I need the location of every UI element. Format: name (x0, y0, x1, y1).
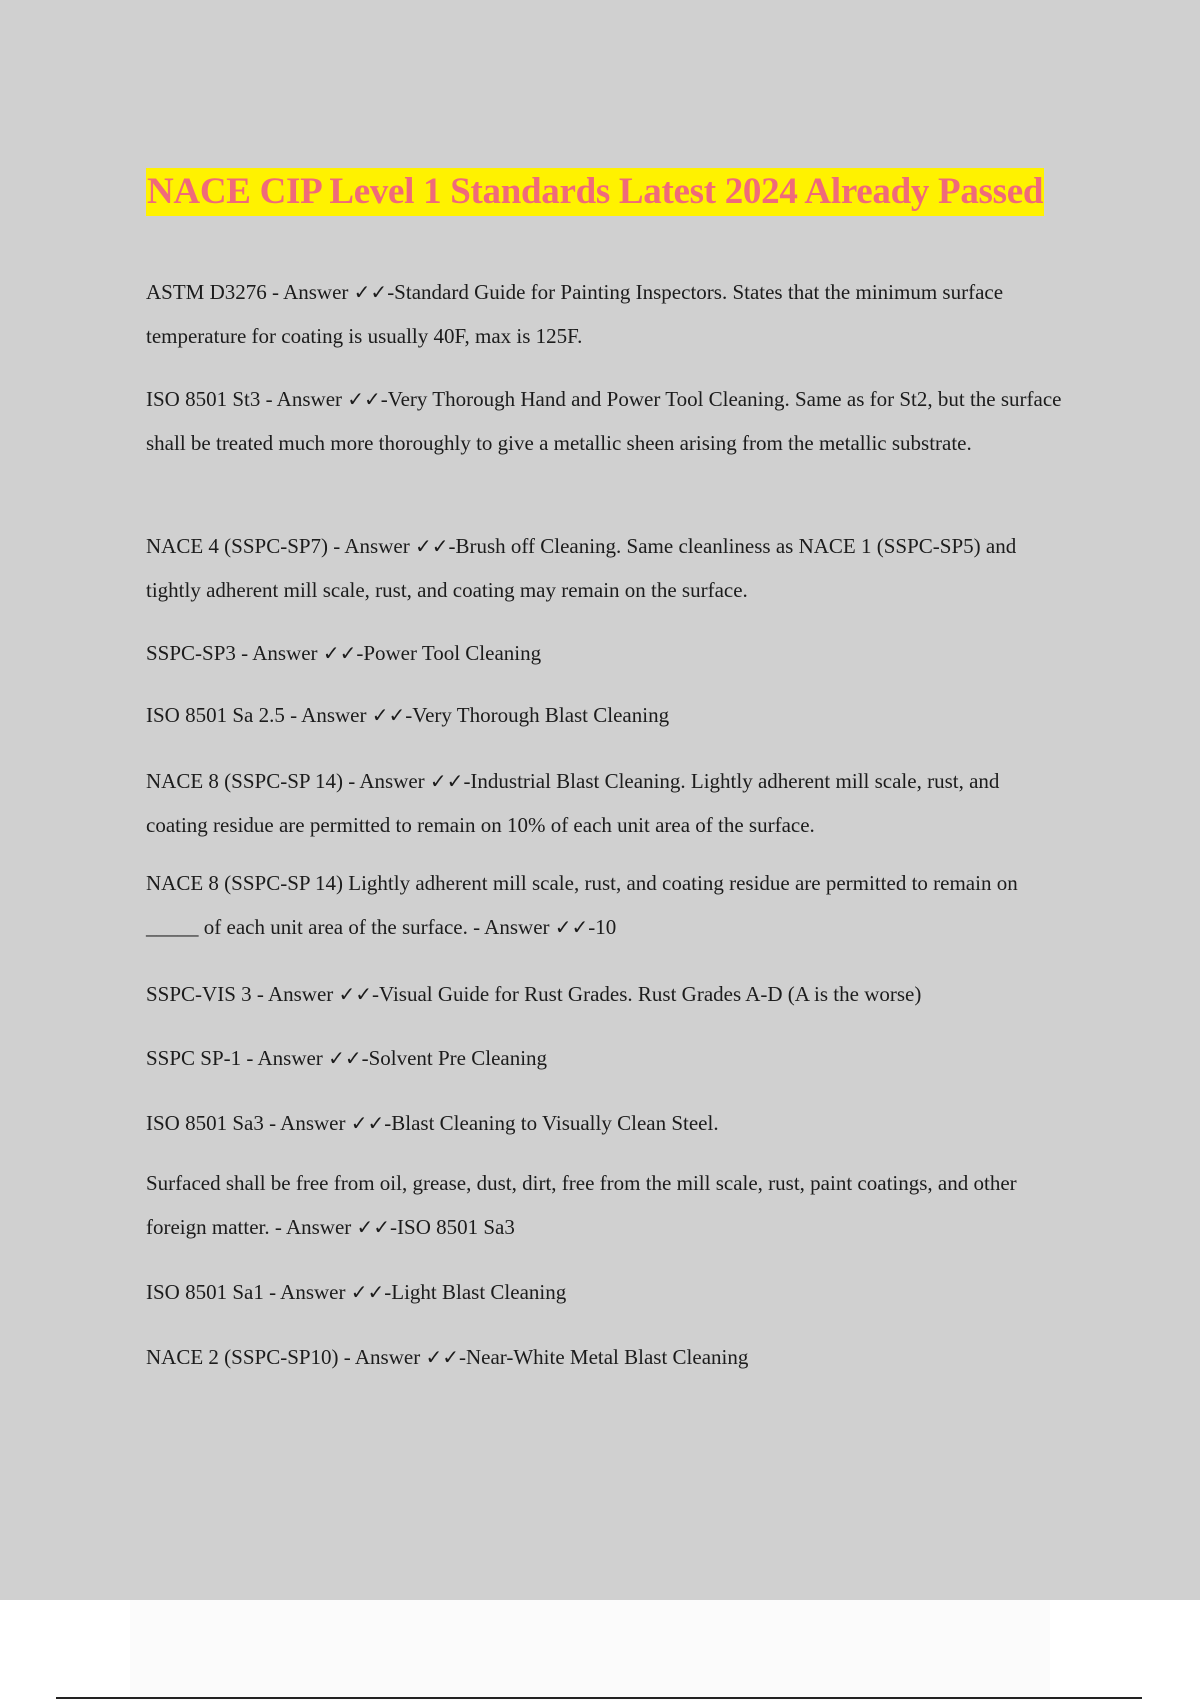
qa-term: SSPC SP-1 - Answer (146, 1046, 329, 1070)
qa-entry (146, 270, 1066, 358)
double-check-icon: ✓✓ (350, 1280, 385, 1304)
qa-entry (146, 972, 1066, 1016)
qa-answer: -Light Blast Cleaning (384, 1280, 567, 1304)
qa-term: ASTM D3276 - Answer (146, 280, 354, 304)
qa-entry (146, 693, 1066, 737)
qa-answer: -Very Thorough Hand and Power Tool Cleaning. Same as for St2, but the surface shall be treated much more thoroughly to give a metallic sheen arising from the metallic substrate. (146, 387, 1062, 455)
document-title: NACE CIP Level 1 Standards Latest 2024 Already Passed (146, 168, 1044, 216)
double-check-icon: ✓✓ (328, 1046, 362, 1070)
page-divider (56, 1697, 1142, 1699)
qa-term: SSPC-VIS 3 - Answer (146, 982, 339, 1006)
qa-term: SSPC-SP3 - Answer (146, 641, 323, 665)
qa-term: NACE 4 (SSPC-SP7) - Answer (146, 534, 415, 558)
qa-term: ISO 8501 St3 - Answer (146, 387, 348, 411)
qa-term: Surfaced shall be free from oil, grease, dust, dirt, free from the mill scale, rust, paint coatings, and other foreign matter. - Answer (146, 1171, 1017, 1239)
double-check-icon: ✓✓ (425, 1345, 459, 1369)
qa-answer: -Power Tool Cleaning (356, 641, 542, 665)
qa-answer: -Industrial Blast Cleaning. Lightly adherent mill scale, rust, and coating residue are permitted to remain on 10% of each unit area of the surface. (146, 769, 1000, 837)
double-check-icon: ✓✓ (338, 982, 373, 1006)
qa-term: ISO 8501 Sa 2.5 - Answer (146, 703, 372, 727)
qa-answer: -Very Thorough Blast Cleaning (405, 703, 670, 727)
double-check-icon: ✓✓ (371, 703, 406, 727)
qa-entry (146, 1335, 1066, 1379)
double-check-icon: ✓✓ (322, 641, 357, 665)
next-page-preview (130, 1600, 1050, 1700)
double-check-icon: ✓✓ (554, 915, 589, 939)
double-check-icon: ✓✓ (414, 534, 449, 558)
qa-entry (146, 631, 1066, 675)
qa-answer: -Blast Cleaning to Visually Clean Steel. (384, 1111, 719, 1135)
qa-entry (146, 524, 1066, 612)
qa-term: NACE 8 (SSPC-SP 14) Lightly adherent mill scale, rust, and coating residue are permitted to remain on _____ of each unit area of the surface. - Answer (146, 871, 1018, 939)
qa-entry (146, 1101, 1066, 1145)
qa-entry (146, 1036, 1066, 1080)
double-check-icon: ✓✓ (350, 1111, 385, 1135)
double-check-icon: ✓✓ (347, 387, 381, 411)
double-check-icon: ✓✓ (353, 280, 388, 304)
qa-entry (146, 377, 1066, 465)
qa-entry (146, 1161, 1066, 1249)
qa-term: NACE 8 (SSPC-SP 14) - Answer (146, 769, 430, 793)
qa-entry (146, 1270, 1066, 1314)
qa-answer: -Brush off Cleaning. Same cleanliness as NACE 1 (SSPC-SP5) and tightly adherent mill scale, rust, and coating may remain on the surface. (146, 534, 1017, 602)
qa-entry (146, 861, 1066, 949)
qa-answer: -Standard Guide for Painting Inspectors. States that the minimum surface temperature for coating is usually 40F, max is 125F. (146, 280, 1004, 348)
qa-answer: -ISO 8501 Sa3 (390, 1215, 515, 1239)
qa-term: ISO 8501 Sa1 - Answer (146, 1280, 351, 1304)
double-check-icon: ✓✓ (429, 769, 464, 793)
qa-answer: -10 (588, 915, 617, 939)
qa-answer: -Solvent Pre Cleaning (361, 1046, 548, 1070)
qa-answer: -Visual Guide for Rust Grades. Rust Grades A-D (A is the worse) (372, 982, 922, 1006)
double-check-icon: ✓✓ (356, 1215, 391, 1239)
qa-term: NACE 2 (SSPC-SP10) - Answer (146, 1345, 426, 1369)
qa-answer: -Near-White Metal Blast Cleaning (458, 1345, 749, 1369)
qa-entry (146, 759, 1066, 847)
qa-term: ISO 8501 Sa3 - Answer (146, 1111, 351, 1135)
